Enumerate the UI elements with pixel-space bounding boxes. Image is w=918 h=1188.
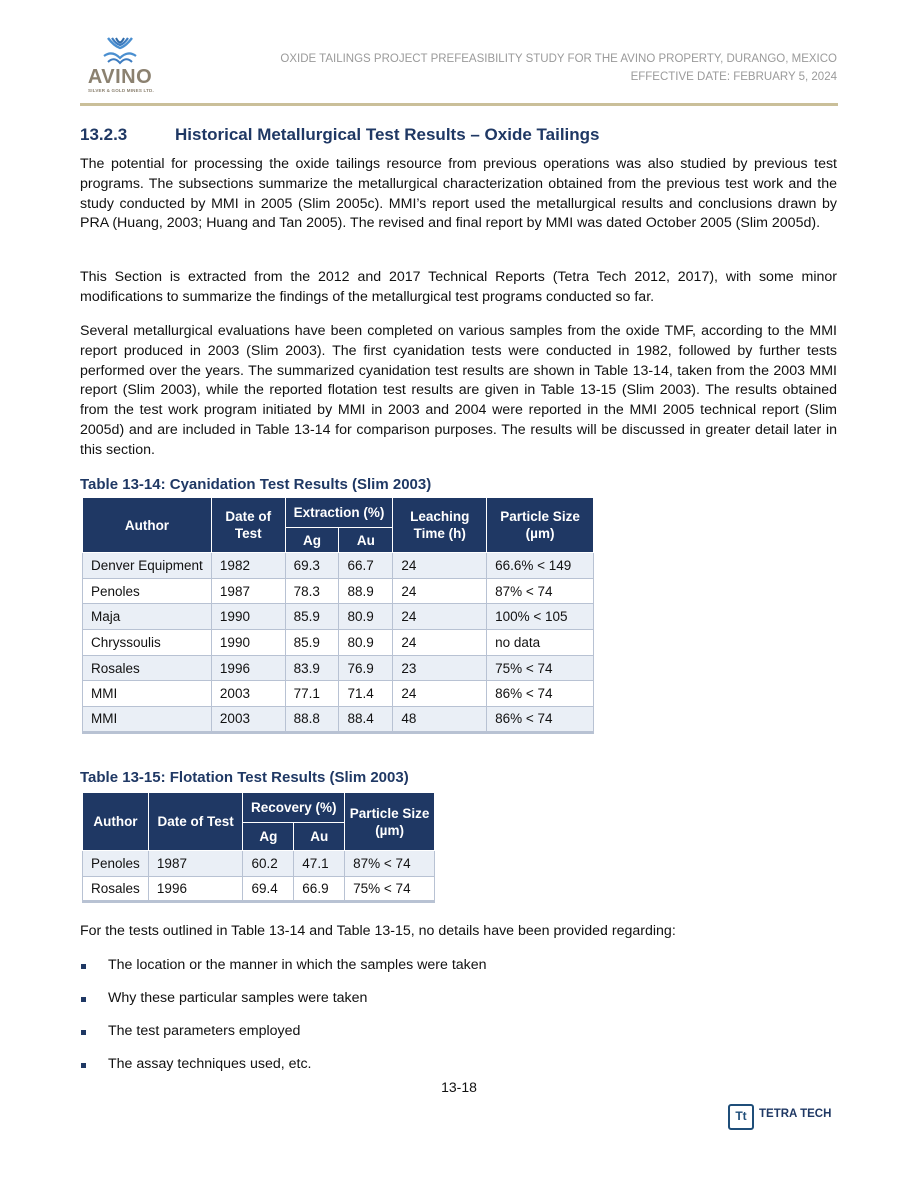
table-cell: 88.9 [339, 578, 393, 604]
flotation-results-table [82, 792, 435, 903]
table-cell: MMI [83, 707, 212, 733]
col-header-author: Author [83, 498, 212, 553]
table-cell: 1996 [148, 876, 243, 902]
table-cell: Rosales [83, 655, 212, 681]
list-item-text: The test parameters employed [108, 1023, 301, 1039]
col-header-extraction: Extraction (%) [285, 498, 393, 528]
table-row [83, 578, 594, 604]
table-cell: 76.9 [339, 655, 393, 681]
table-cell: 69.3 [285, 553, 339, 579]
section-number: 13.2.3 [80, 125, 128, 144]
table-cell: Rosales [83, 876, 149, 902]
bullet-square-icon [81, 997, 86, 1002]
list-item-text: The location or the manner in which the samples were taken [108, 957, 487, 973]
table-cell: 2003 [211, 681, 285, 707]
page-number: 13-18 [441, 1079, 477, 1095]
table-cell: 1987 [148, 851, 243, 877]
header-project-title: OXIDE TAILINGS PROJECT PREFEASIBILITY STUDY FOR THE AVINO PROPERTY, DURANGO, MEXICO [280, 53, 837, 65]
table-cell: 1996 [211, 655, 285, 681]
tetra-tech-logo [728, 1104, 838, 1132]
table-cell: 87% < 74 [487, 578, 594, 604]
list-item-text: The assay techniques used, etc. [108, 1056, 312, 1072]
table-row [83, 553, 594, 579]
bullet-square-icon [81, 1063, 86, 1068]
cyanidation-results-table [82, 497, 594, 734]
table-cell: 66.9 [294, 876, 345, 902]
table-row [83, 681, 594, 707]
table-cell: 71.4 [339, 681, 393, 707]
col-header-ag: Ag [285, 528, 339, 553]
col-header-au: Au [339, 528, 393, 553]
bullet-square-icon [81, 964, 86, 969]
col-header-date: Date of Test [148, 793, 243, 851]
table-cell: 66.7 [339, 553, 393, 579]
col-header-leaching-time: Leaching Time (h) [393, 498, 487, 553]
table-cell: 1987 [211, 578, 285, 604]
table-cell: 77.1 [285, 681, 339, 707]
table-cell: 24 [393, 604, 487, 630]
tetra-tech-mark-icon: Tt [728, 1104, 754, 1130]
col-header-particle-size: Particle Size (µm) [487, 498, 594, 553]
table-cell: 78.3 [285, 578, 339, 604]
avino-logo [80, 36, 160, 98]
table-cell: 24 [393, 553, 487, 579]
table-cell: 24 [393, 578, 487, 604]
table-cell: 2003 [211, 707, 285, 733]
table-row [83, 851, 435, 877]
col-header-date: Date of Test [211, 498, 285, 553]
table-cell: Penoles [83, 578, 212, 604]
header-effective-date: EFFECTIVE DATE: FEBRUARY 5, 2024 [630, 71, 837, 83]
logo-subtitle: SILVER & GOLD MINES LTD. [88, 88, 154, 93]
table-cell: 23 [393, 655, 487, 681]
table-cell: 87% < 74 [345, 851, 435, 877]
table-cell: 69.4 [243, 876, 294, 902]
table-cell: 75% < 74 [345, 876, 435, 902]
logo-wordmark: AVINO [87, 66, 153, 88]
col-header-ag: Ag [243, 823, 294, 851]
table-cell: 1990 [211, 630, 285, 656]
list-item-text: Why these particular samples were taken [108, 990, 368, 1006]
table-cell: 1982 [211, 553, 285, 579]
table-13-14-caption: Table 13-14: Cyanidation Test Results (Slim 2003) [80, 476, 432, 493]
table-cell: 88.4 [339, 707, 393, 733]
table-cell: 1990 [211, 604, 285, 630]
table-cell: 66.6% < 149 [487, 553, 594, 579]
tetra-tech-name: TETRA TECH [759, 1108, 832, 1120]
table-cell: Chryssoulis [83, 630, 212, 656]
paragraph-1: The potential for processing the oxide tailings resource from previous operations was also studied by previous test programs. The subsections summarize the metallurgical characterization obtained from the previous test work and the study conducted by MMI in 2005 (Slim 2005c). MMI’s report used the metallurgical results and conclusions drawn by PRA (Huang, 2003; Huang and Tan 2005). The revised and final report by MMI was dated October 2005 (Slim 2005d). [80, 156, 837, 232]
table-row [83, 707, 594, 733]
avino-logo-icon [100, 36, 140, 66]
table-cell: 60.2 [243, 851, 294, 877]
table-cell: 80.9 [339, 604, 393, 630]
table-cell: 75% < 74 [487, 655, 594, 681]
table-cell: Penoles [83, 851, 149, 877]
table-13-15-caption: Table 13-15: Flotation Test Results (Slim 2003) [80, 769, 409, 786]
table-row [83, 630, 594, 656]
table-row [83, 655, 594, 681]
header-rule [80, 103, 838, 106]
table-cell: 24 [393, 630, 487, 656]
section-title: Historical Metallurgical Test Results – Oxide Tailings [175, 125, 600, 144]
table-cell: 88.8 [285, 707, 339, 733]
table-cell: Maja [83, 604, 212, 630]
table-cell: 86% < 74 [487, 707, 594, 733]
table-cell: 100% < 105 [487, 604, 594, 630]
bullet-square-icon [81, 1030, 86, 1035]
table-cell: 48 [393, 707, 487, 733]
table-cell: 86% < 74 [487, 681, 594, 707]
table-cell: MMI [83, 681, 212, 707]
table-row [83, 876, 435, 902]
list-intro: For the tests outlined in Table 13-14 and Table 13-15, no details have been provided regarding: [80, 923, 676, 939]
table-cell: 47.1 [294, 851, 345, 877]
col-header-au: Au [294, 823, 345, 851]
table-cell: Denver Equipment [83, 553, 212, 579]
paragraph-3: Several metallurgical evaluations have been completed on various samples from the oxide TMF, according to the MMI report produced in 2003 (Slim 2003). The first cyanidation tests were conducted in 1982, followed by further tests performed over the years. The summarized cyanidation test results are shown in Table 13-14, taken from the 2003 MMI report (Slim 2003), while the reported flotation test results are given in Table 13-15 (Slim 2003). The results obtained from the test work program initiated by MMI in 2003 and 2004 were reported in the MMI 2005 technical report (Slim 2005d) and are included in Table 13-14 for comparison purposes. The results will be discussed in greater detail later in this section. [80, 323, 837, 458]
paragraph-2: This Section is extracted from the 2012 and 2017 Technical Reports (Tetra Tech 2012, 2017), with some minor modifications to summarize the findings of the metallurgical test programs conducted so far. [80, 269, 837, 305]
col-header-particle-size: Particle Size (µm) [345, 793, 435, 851]
table-cell: 85.9 [285, 604, 339, 630]
col-header-author: Author [83, 793, 149, 851]
table-cell: 83.9 [285, 655, 339, 681]
table-cell: 24 [393, 681, 487, 707]
table-cell: no data [487, 630, 594, 656]
table-cell: 85.9 [285, 630, 339, 656]
table-cell: 80.9 [339, 630, 393, 656]
col-header-recovery: Recovery (%) [243, 793, 345, 823]
table-row [83, 604, 594, 630]
